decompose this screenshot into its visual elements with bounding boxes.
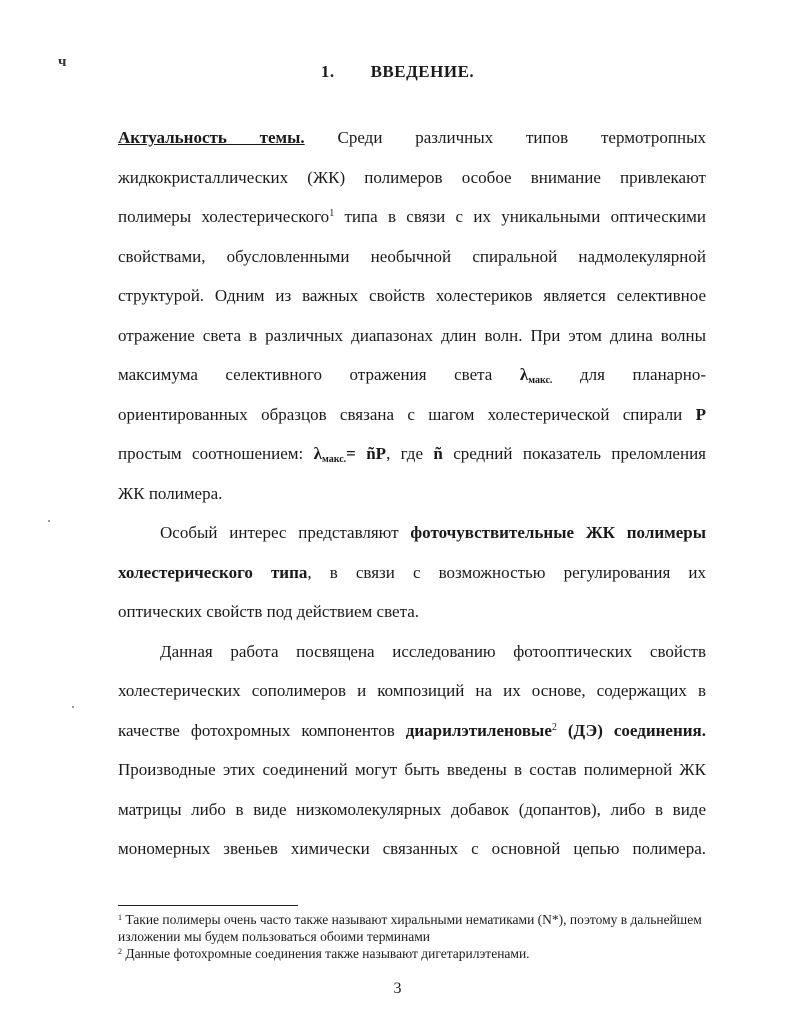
bold-term: диарилэтиленовые: [405, 720, 552, 740]
text-line: жидкокристаллических (ЖК) полимеров особое внимание привлекают: [118, 167, 706, 187]
section-number: 1.: [320, 62, 335, 81]
lambda-subscript: макс.: [528, 375, 553, 386]
bold-term: (ДЭ) соединения.: [556, 720, 706, 740]
text-line: холестерических сополимеров и композиций на их основе, содержащих в: [118, 681, 706, 700]
page-number: 3: [393, 980, 402, 997]
footnote-1: [118, 911, 718, 945]
text-fragment: полимеры холестерического: [118, 207, 330, 226]
text-line: свойствами, обусловленными необычной спиральной надмолекулярной: [118, 246, 706, 266]
text-line: Данная работа посвящена исследованию фотооптических свойств: [160, 641, 706, 661]
text-line: [118, 711, 706, 751]
footnote-text: Данные фотохромные соединения также называют дигетарилэтенами.: [122, 946, 530, 961]
bold-term: фоточувствительные ЖК полимеры: [410, 523, 707, 542]
footnote-2: [118, 945, 718, 962]
bold-term: холестерического типа: [118, 562, 308, 582]
text-line: [118, 355, 706, 395]
paragraph-work-scope: [118, 632, 706, 869]
text-fragment: максимума селективного отражения света: [118, 365, 520, 384]
text-fragment: , в связи с возможностью регулирования их: [307, 562, 706, 582]
formula: = ñP: [346, 444, 387, 463]
section-title: ВВЕДЕНИЕ.: [370, 62, 475, 81]
footnote-text: Такие полимеры очень часто также называют хиральными нематиками (N*), поэтому в дальнейшем изложении мы будем пользоваться обоими терминами: [118, 912, 702, 944]
lambda-subscript: макс.: [321, 454, 347, 465]
footnote-marker: 1: [118, 913, 122, 922]
text-line: мономерных звеньев химически связанных с основной цепью полимера.: [118, 839, 706, 858]
footnotes: [118, 911, 718, 962]
text-line: [118, 395, 706, 435]
text-fragment: , где: [386, 444, 434, 463]
footnote-divider: [118, 905, 298, 906]
lambda-symbol: λ: [519, 365, 529, 384]
text-line: оптических свойств под действием света.: [118, 602, 420, 621]
footnote-ref-1: 1: [329, 208, 335, 219]
lambda-symbol: λ: [313, 444, 322, 463]
text-fragment: средний показатель преломления: [442, 444, 706, 463]
text-fragment: для планарно-: [552, 365, 706, 384]
text-fragment: ориентированных образцов связана с шагом холестерической спирали: [118, 404, 696, 424]
corner-mark: ч: [58, 54, 67, 70]
body-text: [118, 118, 706, 869]
footnote-ref-2: 2: [551, 721, 557, 733]
text-fragment: типа в связи с их уникальными оптическими: [334, 207, 706, 226]
text-fragment: Особый интерес представляют: [160, 523, 411, 542]
text-fragment: качестве фотохромных компонентов: [118, 720, 406, 740]
text-line: [118, 118, 706, 158]
refractive-index-symbol: ñ: [433, 444, 443, 463]
text-fragment: Среди различных типов термотропных: [337, 128, 706, 147]
text-fragment: простым соотношением:: [118, 444, 314, 463]
scan-speck: [72, 706, 74, 708]
text-line: [118, 553, 706, 593]
footnote-marker: 2: [118, 947, 122, 956]
scan-speck: [48, 520, 50, 522]
section-heading: [0, 62, 795, 82]
text-line: матрицы либо в виде низкомолекулярных добавок (допантов), либо в виде: [118, 799, 706, 819]
lead-relevance: Актуальность темы.: [118, 128, 305, 147]
pitch-symbol: P: [695, 404, 706, 424]
text-line: отражение света в различных диапазонах длин волн. При этом длина волны: [118, 325, 706, 345]
text-line: [118, 434, 706, 474]
text-line: Производные этих соединений могут быть введены в состав полимерной ЖК: [118, 760, 706, 779]
text-line: структурой. Одним из важных свойств холестериков является селективное: [118, 286, 706, 305]
text-line: ЖК полимера.: [118, 483, 223, 503]
text-line: [118, 513, 706, 553]
paragraph-relevance: [118, 118, 706, 513]
text-line: [118, 197, 706, 237]
paragraph-photosensitive: [118, 513, 706, 632]
